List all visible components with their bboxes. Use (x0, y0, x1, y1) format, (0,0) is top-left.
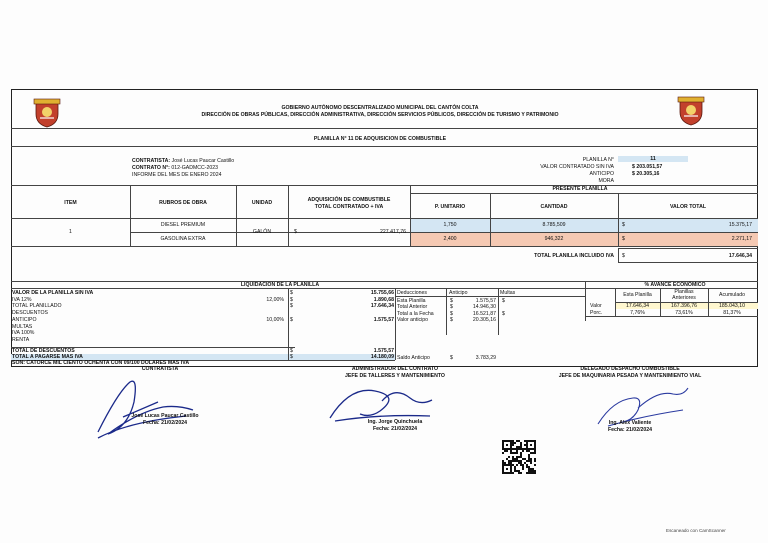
qr-module (528, 440, 530, 442)
qr-module (504, 448, 506, 450)
document-title: PLANILLA N° 11 DE ADQUISICION DE COMBUSTIBLE (313, 136, 447, 142)
qr-module (534, 442, 536, 444)
qr-module (506, 464, 508, 466)
qr-module (516, 448, 518, 450)
qr-module (528, 458, 530, 460)
contratista-name: José Lucas Paucar Castillo (131, 413, 199, 419)
qr-module (534, 458, 536, 460)
deduccion-value: 1.575,57 (475, 298, 496, 304)
qr-module (506, 444, 508, 446)
qr-module (526, 444, 528, 446)
qr-module (530, 460, 532, 462)
qr-module (510, 466, 512, 468)
anticipo-value: $ 20.305,16 (632, 171, 660, 177)
qr-module (510, 450, 512, 452)
multa-currency: $ (502, 298, 505, 304)
qr-module (532, 472, 534, 474)
liq-currency: $ (290, 290, 293, 296)
scanner-watermark: Escaneado con CamScanner (666, 528, 726, 533)
cant-diesel: 8.785,509 (542, 222, 566, 228)
delegado-name: Ing. Alex Valiente (608, 420, 652, 426)
qr-module (532, 468, 534, 470)
qr-module (534, 464, 536, 466)
qr-module (528, 470, 530, 472)
qr-module (512, 440, 514, 442)
qr-module (520, 472, 522, 474)
contrato-label: CONTRATO N°: (132, 165, 170, 171)
qr-module (514, 470, 516, 472)
qr-module (502, 466, 504, 468)
total-planilla-label: TOTAL PLANILLA INCLUIDO IVA (534, 253, 614, 259)
qr-module (508, 460, 510, 462)
qr-module (512, 456, 514, 458)
qr-module (510, 468, 512, 470)
qr-module (518, 472, 520, 474)
qr-module (516, 452, 518, 454)
qr-module (512, 460, 514, 462)
admin-title-1: ADMINISTRADOR DEL CONTRATO (351, 366, 439, 372)
qr-module (506, 458, 508, 460)
col-cantidad-header: CANTIDAD (540, 204, 568, 210)
qr-module (518, 446, 520, 448)
qr-module (502, 462, 504, 464)
qr-module (528, 466, 530, 468)
avance-valor-esta: 17.646,34 (625, 303, 650, 309)
qr-code (502, 440, 536, 474)
qr-module (526, 466, 528, 468)
avance-h-planillas: Planillas (674, 289, 694, 295)
qr-module (514, 468, 516, 470)
qr-module (510, 470, 512, 472)
qr-module (504, 472, 506, 474)
qr-module (512, 452, 514, 454)
qr-module (508, 440, 510, 442)
qr-module (510, 440, 512, 442)
liq-value: 15.755,66 (370, 290, 394, 296)
deduccion-currency: $ (450, 310, 453, 317)
qr-module (534, 446, 536, 448)
qr-module (502, 464, 504, 466)
liq-label: RENTA (12, 336, 30, 343)
liq-label: TOTAL PLANILLADO (12, 303, 62, 310)
qr-module (518, 456, 520, 458)
qr-module (524, 458, 526, 460)
liq-currency: $ (290, 316, 293, 323)
qr-module (502, 448, 504, 450)
avance-porc-anteriores: 73,61% (675, 310, 693, 316)
liq-label: IVA 100% (12, 330, 35, 337)
deduccion-label: Esta Planilla (397, 298, 426, 304)
avance-title: % AVANCE ECONÓMICO (644, 282, 706, 288)
qr-module (524, 440, 526, 442)
deduccion-currency: $ (450, 304, 453, 311)
qr-module (532, 452, 534, 454)
qr-module (526, 450, 528, 452)
deduccion-value: 20.305,16 (472, 316, 496, 323)
admin-name: Ing. Jorge Quinchuela (367, 419, 423, 425)
qr-module (518, 448, 520, 450)
qr-module (502, 468, 504, 470)
qr-module (522, 464, 524, 466)
total-pagar-value: 14.180,09 (370, 354, 394, 360)
qr-module (508, 464, 510, 466)
total-descuentos-currency: $ (290, 348, 293, 354)
qr-module (520, 456, 522, 458)
avance-h-esta: Esta Planilla (623, 292, 652, 298)
qr-module (526, 446, 528, 448)
qr-module (516, 446, 518, 448)
liq-label: MULTAS (12, 323, 33, 330)
planilla-label: PLANILLA N° (582, 157, 614, 163)
qr-module (506, 440, 508, 442)
avance-valor-label: Valor (590, 303, 602, 309)
qr-module (522, 468, 524, 470)
qr-module (502, 444, 504, 446)
qr-module (528, 450, 530, 452)
rubro-gasolina: GASOLINA EXTRA (160, 236, 206, 242)
qr-module (524, 444, 526, 446)
qr-module (512, 472, 514, 474)
qr-module (512, 464, 514, 466)
qr-module (534, 460, 536, 462)
qr-module (534, 448, 536, 450)
col-item-header: ITEM (64, 200, 77, 206)
qr-module (508, 462, 510, 464)
qr-module (510, 452, 512, 454)
qr-module (528, 468, 530, 470)
qr-module (516, 470, 518, 472)
avance-valor-anteriores: 167.396,76 (671, 303, 697, 309)
cant-gasolina: 946,322 (544, 236, 564, 242)
qr-module (520, 446, 522, 448)
total-descuentos-label: TOTAL DE DESCUENTOS (12, 348, 75, 354)
liq-label: VALOR DE LA PLANILLA SIN IVA (12, 290, 94, 296)
qr-module (520, 462, 522, 464)
qr-module (520, 454, 522, 456)
qr-module (530, 440, 532, 442)
qr-module (502, 452, 504, 454)
contratista-date: Fecha: 21/02/2024 (142, 420, 188, 426)
qr-module (510, 448, 512, 450)
liquidacion-title: LIQUIDACION DE LA PLANILLA (240, 282, 320, 288)
liq-label: ANTICIPO (12, 316, 37, 323)
liq-label: DESCUENTOS (12, 310, 48, 317)
qr-module (526, 442, 528, 444)
qr-module (520, 464, 522, 466)
qr-module (534, 450, 536, 452)
qr-module (516, 464, 518, 466)
qr-module (514, 466, 516, 468)
qr-module (530, 452, 532, 454)
qr-module (508, 472, 510, 474)
qr-module (520, 444, 522, 446)
qr-module (528, 454, 530, 456)
deducciones-header: Deducciones (397, 290, 427, 296)
qr-module (516, 460, 518, 462)
qr-module (518, 440, 520, 442)
qr-module (530, 462, 532, 464)
qr-module (528, 456, 530, 458)
admin-date: Fecha: 21/02/2024 (372, 426, 418, 432)
qr-module (526, 460, 528, 462)
contrato-value: 012-GADMCC-2023 (171, 165, 219, 171)
contratista-signature (68, 372, 208, 442)
contratado-currency: $ (294, 229, 297, 235)
col-rubros-header: RUBROS DE OBRA (159, 200, 207, 206)
avance-porc-esta: 7,76% (630, 310, 645, 316)
total-diesel: 15.375,17 (728, 222, 752, 228)
deduccion-value: 16.521,87 (472, 310, 496, 317)
liq-currency: $ (290, 296, 293, 303)
col-punitario-header: P. UNITARIO (434, 204, 466, 210)
contratado-value: 227.417,76 (380, 229, 406, 235)
qr-module (514, 448, 516, 450)
qr-module (516, 456, 518, 458)
qr-module (520, 448, 522, 450)
qr-module (502, 472, 504, 474)
qr-module (530, 470, 532, 472)
qr-module (512, 448, 514, 450)
qr-module (534, 470, 536, 472)
qr-module (514, 442, 516, 444)
punit-diesel: 1,750 (443, 222, 457, 228)
qr-module (510, 460, 512, 462)
item-number: 1 (69, 229, 72, 235)
qr-module (510, 444, 512, 446)
liq-pct: 10,00% (266, 316, 284, 323)
col-adquisicion-header: ADQUISICIÓN DE COMBUSTIBLE (307, 197, 391, 203)
deduccion-value: 14.946,30 (472, 304, 496, 311)
qr-module (528, 460, 530, 462)
qr-module (528, 472, 530, 474)
qr-module (510, 442, 512, 444)
qr-module (506, 468, 508, 470)
col-total-contratado-header: TOTAL CONTRATADO + IVA (314, 204, 384, 210)
qr-module (522, 458, 524, 460)
anticipo-header: Anticipo (449, 290, 468, 296)
qr-module (522, 466, 524, 468)
qr-module (516, 458, 518, 460)
deduccion-currency: $ (450, 316, 453, 323)
qr-module (502, 460, 504, 462)
qr-module (504, 450, 506, 452)
qr-module (534, 452, 536, 454)
deduccion-label: Total a la Fecha (397, 310, 434, 317)
qr-module (508, 456, 510, 458)
qr-module (502, 470, 504, 472)
deduccion-label: Valor anticipo (397, 316, 429, 323)
total-planilla-value: 17.646,34 (728, 253, 752, 259)
contratista-sign-title: CONTRATISTA (141, 366, 179, 372)
delegado-date: Fecha: 21/02/2024 (607, 427, 653, 433)
qr-module (516, 440, 518, 442)
qr-module (522, 450, 524, 452)
valor-contratado-value: $ 203.051,57 (632, 164, 663, 170)
header-line-1: GOBIERNO AUTÓNOMO DESCENTRALIZADO MUNICIPAL DEL CANTÓN COLTA (281, 105, 479, 111)
multa-currency: $ (502, 310, 505, 317)
avance-valor-acumulado: 185.043,10 (719, 303, 745, 309)
qr-module (534, 440, 536, 442)
qr-module (520, 442, 522, 444)
total-pagar-label: TOTAL A PAGARSE MAS IVA (12, 354, 83, 360)
qr-module (504, 462, 506, 464)
qr-module (526, 472, 528, 474)
qr-module (526, 440, 528, 442)
col-valor-total-header: VALOR TOTAL (669, 204, 707, 210)
qr-module (524, 448, 526, 450)
avance-h-anteriores: Anteriores (672, 295, 696, 301)
deduccion-currency: $ (450, 298, 453, 304)
liq-value: 17.646,34 (370, 303, 394, 310)
liq-value: 1.890,68 (373, 296, 394, 303)
contratista-label: CONTRATISTA: (132, 158, 171, 164)
qr-module (506, 448, 508, 450)
qr-module (510, 472, 512, 474)
avance-h-acumulado: Acumulado (719, 292, 745, 298)
qr-module (502, 440, 504, 442)
delegado-title-2: JEFE DE MAQUINARIA PESADA Y MANTENIMIENTO VIAL (558, 373, 702, 379)
qr-module (532, 470, 534, 472)
qr-module (502, 446, 504, 448)
presente-planilla-header: PRESENTE PLANILLA (552, 186, 608, 192)
contratista-value: José Lucas Paucar Castillo (171, 158, 235, 164)
qr-module (522, 448, 524, 450)
qr-module (530, 472, 532, 474)
total-pagar-currency: $ (290, 354, 293, 360)
qr-module (530, 468, 532, 470)
header-line-2: DIRECCIÓN DE OBRAS PÚBLICAS, DIRECCIÓN ADMINISTRATIVA, DIRECCIÓN SERVICIOS PÚBLICOS, DIRECCIÓN DE TURISMO Y PATRIMONIO (201, 112, 559, 118)
unidad-value: GALÓN (252, 229, 272, 235)
qr-module (502, 442, 504, 444)
qr-module (506, 450, 508, 452)
qr-module (530, 444, 532, 446)
qr-module (514, 452, 516, 454)
planilla-value: 11 (618, 156, 688, 162)
qr-module (518, 470, 520, 472)
multas-header: Multas (500, 290, 516, 296)
rubro-diesel: DIESEL PREMIUM (160, 222, 206, 228)
son-text: SON: CATORCE MIL CIENTO OCHENTA CON 09/100 DOLARES MAS IVA (12, 360, 190, 366)
delegado-title-1: DELEGADO DESPACHO COMBUSTIBLE (580, 366, 680, 372)
informe-text: INFORME DEL MES DE ENERO 2024 (132, 172, 222, 178)
saldo-anticipo-currency: $ (450, 355, 453, 361)
cur-gasolina: $ (622, 236, 625, 242)
qr-module (532, 448, 534, 450)
saldo-anticipo-value: 3.783,29 (475, 355, 496, 361)
col-unidad-header: UNIDAD (251, 200, 273, 206)
qr-module (512, 444, 514, 446)
qr-module (532, 440, 534, 442)
avance-porc-acumulado: 81,37% (723, 310, 741, 316)
mora-label: MORA (598, 178, 614, 184)
qr-module (526, 448, 528, 450)
qr-module (534, 472, 536, 474)
total-gasolina: 2.271,17 (731, 236, 752, 242)
deduccion-label: Total Anterior (397, 304, 428, 311)
total-planilla-currency: $ (622, 253, 625, 259)
qr-module (510, 446, 512, 448)
qr-module (504, 464, 506, 466)
qr-module (526, 464, 528, 466)
avance-porc-label: Porc. (590, 310, 603, 316)
qr-module (514, 458, 516, 460)
qr-module (518, 460, 520, 462)
punit-gasolina: 2,400 (443, 236, 457, 242)
qr-module (504, 440, 506, 442)
qr-module (512, 442, 514, 444)
qr-module (506, 472, 508, 474)
saldo-anticipo-label: Saldo Anticipo (397, 355, 430, 361)
liq-currency: $ (290, 303, 293, 310)
qr-module (530, 458, 532, 460)
qr-module (520, 452, 522, 454)
qr-module (518, 462, 520, 464)
total-descuentos-value: 1.575,57 (373, 348, 394, 354)
qr-module (520, 460, 522, 462)
qr-module (534, 444, 536, 446)
qr-module (530, 448, 532, 450)
liq-pct: 12,00% (266, 296, 284, 303)
anticipo-label: ANTICIPO (589, 171, 614, 177)
qr-module (528, 448, 530, 450)
qr-module (508, 448, 510, 450)
qr-module (516, 450, 518, 452)
qr-module (524, 462, 526, 464)
qr-module (514, 460, 516, 462)
valor-contratado-label: VALOR CONTRATADO SIN IVA (540, 164, 614, 170)
liq-value: 1.575,57 (373, 316, 394, 323)
qr-module (512, 458, 514, 460)
qr-module (510, 464, 512, 466)
admin-title-2: JEFE DE TALLERES Y MANTENIMIENTO (345, 373, 445, 379)
liq-label: IVA 12% (12, 296, 32, 303)
cur-diesel: $ (622, 222, 625, 228)
qr-module (510, 462, 512, 464)
